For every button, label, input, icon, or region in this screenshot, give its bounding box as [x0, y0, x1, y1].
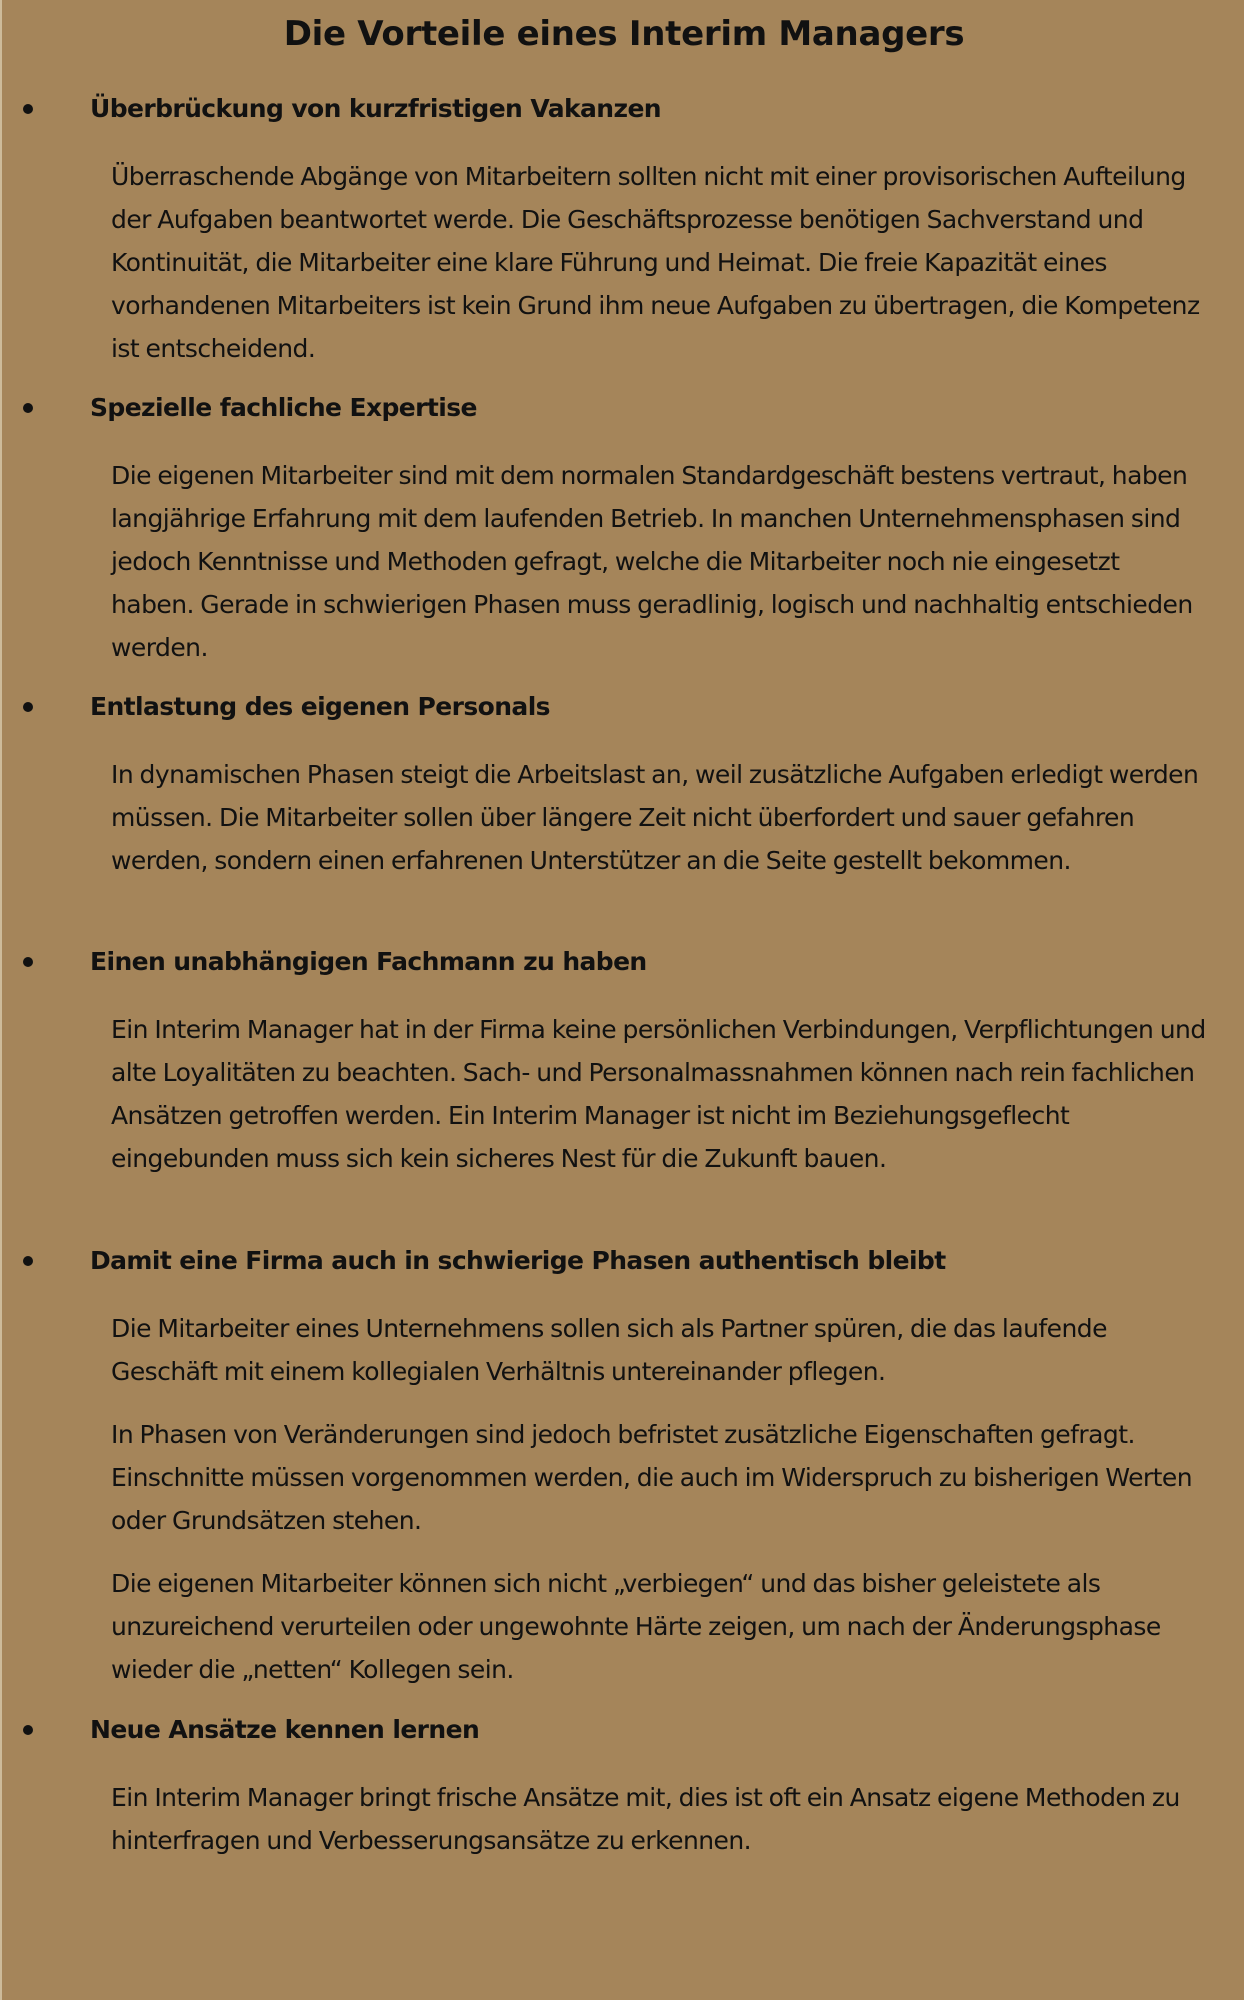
section-heading: Überbrückung von kurzfristigen Vakanzen	[90, 94, 661, 123]
section-heading: Spezielle fachliche Expertise	[90, 393, 477, 422]
paragraph: Die Mitarbeiter eines Unternehmens sollen sich als Partner spüren, die das laufende Geschäft mit einem kollegialen Verhältnis untereinander pflegen.	[111, 1314, 1107, 1386]
section-heading: Damit eine Firma auch in schwierige Phasen authentisch bleibt	[90, 1246, 946, 1275]
paragraph: Die eigenen Mitarbeiter sind mit dem normalen Standardgeschäft bestens vertraut, haben langjährige Erfahrung mit dem laufenden Betrieb. In manchen Unternehmensphasen sind jedoch Kenntnisse und Methoden gefragt, welche die Mitarbeiter noch nie eingesetzt haben. Gerade in schwierigen Phasen muss geradlinig, logisch und nachhaltig entschieden werden.	[111, 461, 1193, 662]
section-body	[2, 454, 1244, 669]
section-heading-row	[2, 92, 1244, 132]
section-ueberbrueckung	[2, 92, 1244, 370]
paragraph: In Phasen von Veränderungen sind jedoch befristet zusätzliche Eigenschaften gefragt. Einschnitte müssen vorgenommen werden, die auch im Widerspruch zu bisherigen Werten oder Grundsätzen stehen.	[111, 1420, 1193, 1535]
bullet-icon	[23, 702, 33, 712]
bullet-icon	[23, 403, 33, 413]
section-expertise	[2, 391, 1244, 669]
paragraph: Überraschende Abgänge von Mitarbeitern sollten nicht mit einer provisorischen Aufteilung der Aufgaben beantwortet werde. Die Geschäftsprozesse benötigen Sachverstand und Kontinuität, die Mitarbeiter eine klare Führung und Heimat. Die freie Kapazität eines vorhandenen Mitarbeiters ist kein Grund ihm neue Aufgaben zu übertragen, die Kompetenz ist entscheidend.	[111, 162, 1200, 363]
section-heading-row	[2, 945, 1244, 985]
section-body	[2, 1307, 1244, 1691]
section-entlastung	[2, 690, 1244, 882]
section-heading: Einen unabhängigen Fachmann zu haben	[90, 947, 647, 976]
section-heading: Neue Ansätze kennen lernen	[90, 1715, 480, 1744]
section-heading-row	[2, 690, 1244, 730]
bullet-icon	[23, 957, 33, 967]
paragraph: Ein Interim Manager hat in der Firma keine persönlichen Verbindungen, Verpflichtungen und alte Loyalitäten zu beachten. Sach- und Personalmassnahmen können nach rein fachlichen Ansätzen getroffen werden. Ein Interim Manager ist nicht im Beziehungsgeflecht eingebunden muss sich kein sicheres Nest für die Zukunft bauen.	[111, 1015, 1206, 1173]
paragraph: Die eigenen Mitarbeiter können sich nicht „verbiegen“ und das bisher geleistete als unzureichend verurteilen oder ungewohnte Härte zeigen, um nach der Änderungsphase wieder die „netten“ Kollegen sein.	[111, 1569, 1161, 1684]
section-heading-row	[2, 391, 1244, 431]
section-fachmann	[2, 945, 1244, 1180]
page-title: Die Vorteile eines Interim Managers	[283, 14, 965, 54]
section-body	[2, 1776, 1244, 1862]
section-heading: Entlastung des eigenen Personals	[90, 692, 550, 721]
section-neue-ansaetze	[2, 1713, 1244, 1862]
section-body	[2, 1008, 1244, 1180]
bullet-icon	[23, 1725, 33, 1735]
section-authentisch	[2, 1244, 1244, 1691]
bullet-icon	[23, 1256, 33, 1266]
section-heading-row	[2, 1244, 1244, 1284]
paragraph: In dynamischen Phasen steigt die Arbeitslast an, weil zusätzliche Aufgaben erledigt werden müssen. Die Mitarbeiter sollen über längere Zeit nicht überfordert und sauer gefahren werden, sondern einen erfahrenen Unterstützer an die Seite gestellt bekommen.	[111, 760, 1199, 875]
bullet-icon	[23, 104, 33, 114]
section-body	[2, 753, 1244, 882]
section-heading-row	[2, 1713, 1244, 1753]
section-body	[2, 155, 1244, 370]
paragraph: Ein Interim Manager bringt frische Ansätze mit, dies ist oft ein Ansatz eigene Methoden zu hinterfragen und Verbesserungsansätze zu erkennen.	[111, 1783, 1180, 1855]
